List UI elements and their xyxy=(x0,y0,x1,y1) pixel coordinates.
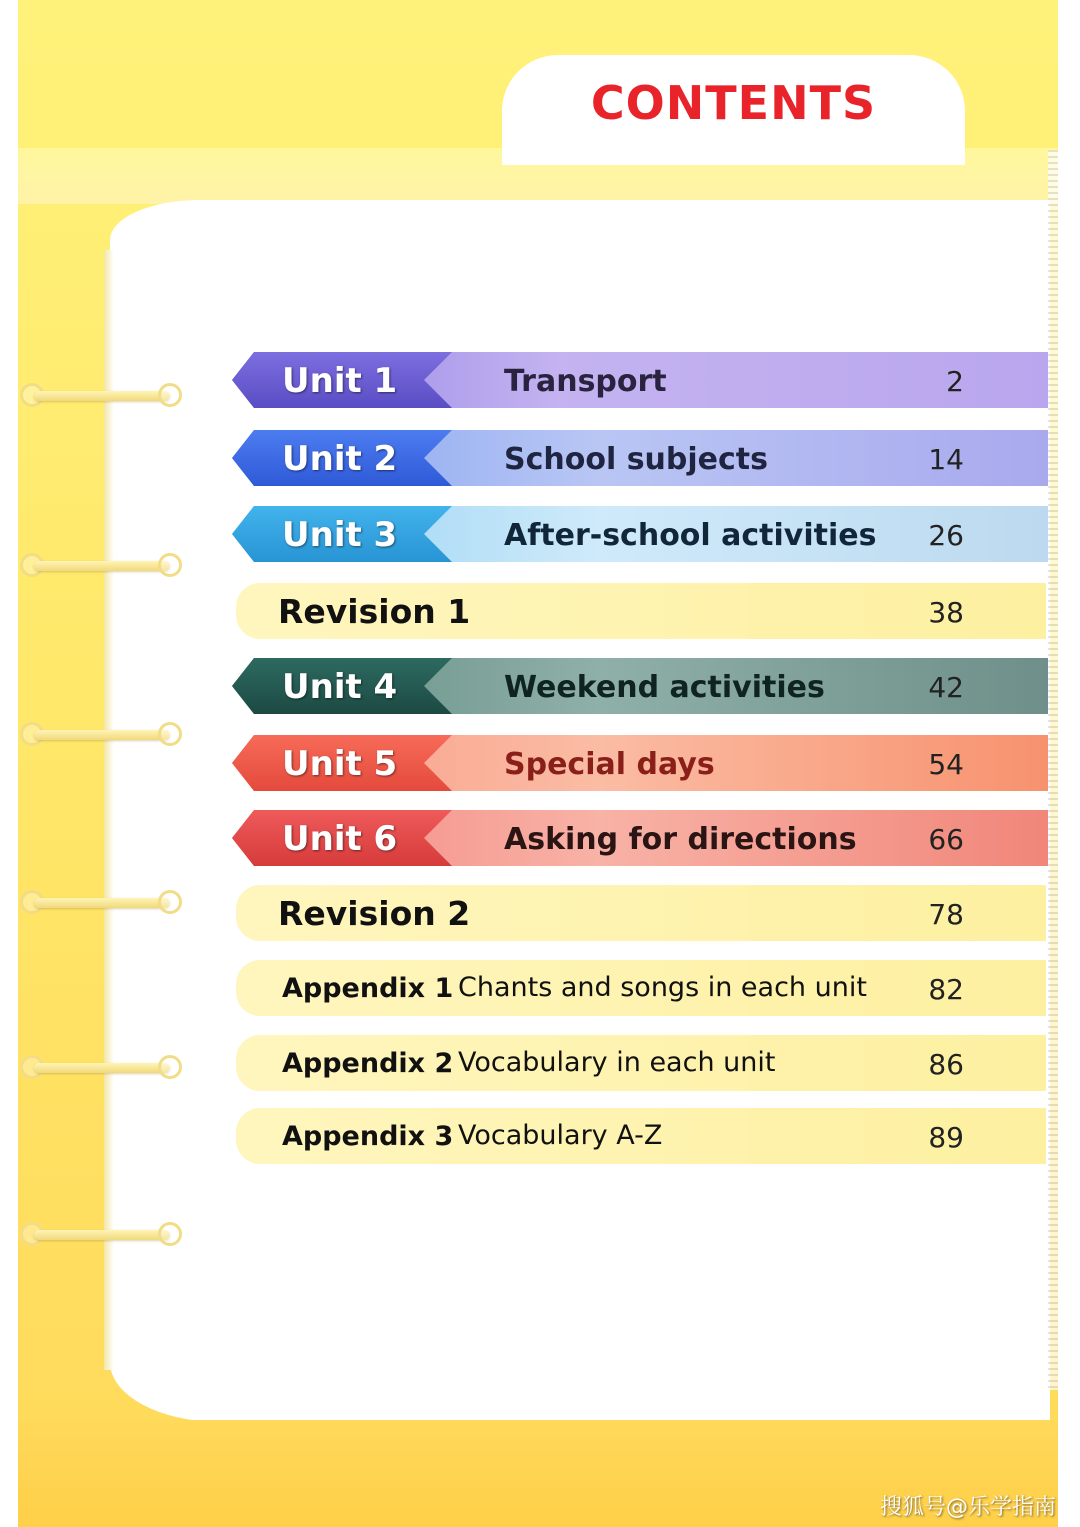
page-number: 66 xyxy=(928,823,964,856)
page-number: 14 xyxy=(928,443,964,476)
appendix-label: Appendix 1 xyxy=(282,973,454,1004)
page-edge xyxy=(1048,150,1058,1390)
binder-ring-icon xyxy=(20,890,182,916)
binder-ring-icon xyxy=(20,553,182,579)
toc-row-appendix-1[interactable] xyxy=(232,960,1048,1016)
unit-label: Unit 3 xyxy=(282,515,398,555)
revision-label: Revision 1 xyxy=(278,592,471,631)
page-number: 86 xyxy=(928,1048,964,1081)
watermark: 搜狐号@乐学指南 xyxy=(879,1495,1056,1520)
unit-topic: Transport xyxy=(504,364,667,399)
toc-row-revision-1[interactable] xyxy=(232,583,1048,639)
toc-row-revision-2[interactable] xyxy=(232,885,1048,941)
appendix-description: Vocabulary A-Z xyxy=(458,1120,663,1151)
page-number: 38 xyxy=(928,596,964,629)
binder-ring-icon xyxy=(20,1222,182,1248)
unit-label: Unit 1 xyxy=(282,361,398,401)
toc-row-unit-2[interactable] xyxy=(232,430,1048,486)
toc-row-unit-3[interactable] xyxy=(232,506,1048,562)
page-number: 54 xyxy=(928,748,964,781)
appendix-description: Chants and songs in each unit xyxy=(458,972,867,1003)
unit-topic: Special days xyxy=(504,747,715,782)
toc-row-appendix-2[interactable] xyxy=(232,1035,1048,1091)
unit-topic: Weekend activities xyxy=(504,670,825,705)
binder-ring-icon xyxy=(20,383,182,409)
page-title: CONTENTS xyxy=(590,76,877,130)
page-number: 82 xyxy=(928,973,964,1006)
unit-topic: Asking for directions xyxy=(504,822,857,857)
page-number: 26 xyxy=(928,519,964,552)
binder-ring-icon xyxy=(20,722,182,748)
paper-fold-shadow xyxy=(104,250,114,1370)
toc-row-unit-5[interactable] xyxy=(232,735,1048,791)
appendix-description: Vocabulary in each unit xyxy=(458,1047,776,1078)
unit-topic: School subjects xyxy=(504,442,768,477)
unit-topic: After-school activities xyxy=(504,518,877,553)
page-number: 89 xyxy=(928,1121,964,1154)
toc-row-unit-6[interactable] xyxy=(232,810,1048,866)
page-number: 2 xyxy=(946,365,964,398)
unit-label: Unit 4 xyxy=(282,667,398,707)
toc-row-unit-4[interactable] xyxy=(232,658,1048,714)
page-number: 42 xyxy=(928,671,964,704)
unit-label: Unit 6 xyxy=(282,819,398,859)
revision-label: Revision 2 xyxy=(278,894,471,933)
unit-label: Unit 5 xyxy=(282,744,398,784)
toc-row-appendix-3[interactable] xyxy=(232,1108,1048,1164)
appendix-label: Appendix 3 xyxy=(282,1121,454,1152)
appendix-label: Appendix 2 xyxy=(282,1048,454,1079)
unit-label: Unit 2 xyxy=(282,439,398,479)
binder-ring-icon xyxy=(20,1055,182,1081)
toc-row-unit-1[interactable] xyxy=(232,352,1048,408)
page-number: 78 xyxy=(928,898,964,931)
